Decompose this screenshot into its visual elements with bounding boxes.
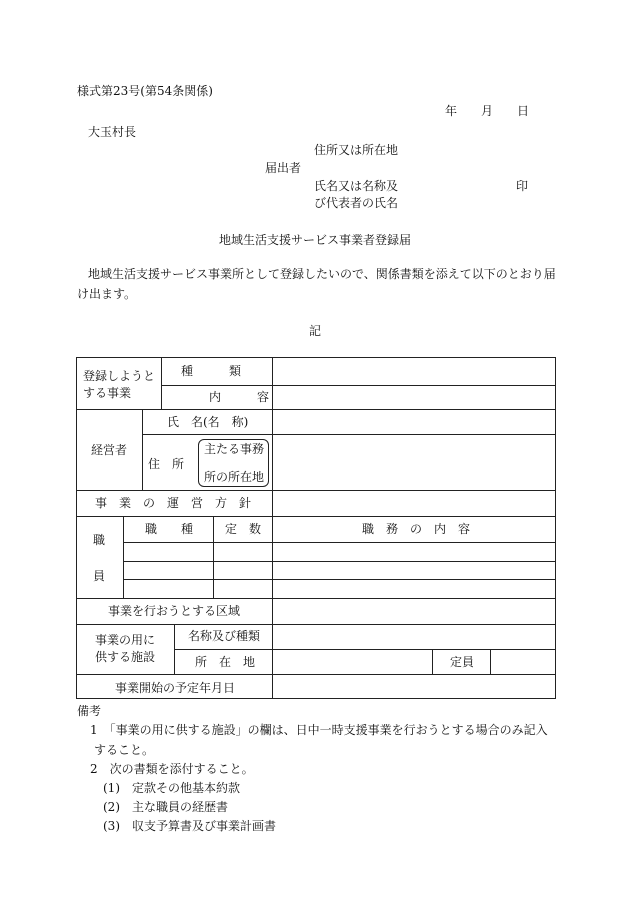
operator-name-label: 氏 名(名 称) xyxy=(167,415,249,429)
capacity-label: 定員 xyxy=(450,655,475,669)
policy-label: 事 業 の 運 営 方 針 xyxy=(95,496,252,510)
note-1-line2: すること。 xyxy=(94,743,155,757)
business-label-line2: する事業 xyxy=(83,386,132,400)
staff-label-line2: 員 xyxy=(93,569,106,583)
ki-marker: 記 xyxy=(308,324,321,338)
duties-header: 職 務 の 内 容 xyxy=(362,522,471,536)
applicant-label: 届出者 xyxy=(265,161,302,175)
date-month: 月 xyxy=(481,104,494,118)
area-label: 事業を行おうとする区域 xyxy=(108,604,241,618)
job-type-header: 職 種 xyxy=(145,522,194,536)
business-label-line1: 登録しようと xyxy=(83,369,156,383)
facility-label-line1: 事業の用に xyxy=(95,633,156,647)
attachment-item-1: (1) 定款その他基本約款 xyxy=(103,781,240,795)
facility-name-label: 名称及び種類 xyxy=(188,629,261,643)
attachment-item-3: (3) 収支予算書及び事業計画書 xyxy=(103,819,276,833)
notes-heading: 備考 xyxy=(77,704,102,718)
content-label: 内 容 xyxy=(209,390,270,404)
seal-mark: 印 xyxy=(516,179,529,193)
date-year: 年 xyxy=(445,104,458,118)
addressee: 大玉村長 xyxy=(88,125,137,139)
note-1-line1: 1 「事業の用に供する施設」の欄は、日中一時支援事業を行おうとする場合のみ記入 xyxy=(90,723,548,737)
date-day: 日 xyxy=(517,104,530,118)
main-office-line2: 所の所在地 xyxy=(204,470,265,484)
operator-address-label: 住 所 xyxy=(148,457,185,471)
date-line xyxy=(445,103,529,119)
body-text-line2: け出ます。 xyxy=(77,287,137,301)
form-number: 様式第23号(第54条関係) xyxy=(77,84,213,98)
address-label: 住所又は所在地 xyxy=(314,143,399,157)
body-text-line1: 地域生活支援サービス事業所として登録したいので、関係書類を添えて以下のとおり届 xyxy=(88,267,556,281)
kind-label: 種 類 xyxy=(181,364,242,378)
registration-table xyxy=(76,357,556,699)
name-label-line1: 氏名又は名称及 xyxy=(314,179,399,193)
attachment-item-2: (2) 主な職員の経歴書 xyxy=(103,800,228,814)
facility-label-line2: 供する施設 xyxy=(95,650,156,664)
name-label-line2: び代表者の氏名 xyxy=(314,196,399,210)
main-office-line1: 主たる事務 xyxy=(204,442,265,456)
document-title: 地域生活支援サービス事業者登録届 xyxy=(218,233,411,247)
quota-header: 定 数 xyxy=(225,522,262,536)
facility-location-label: 所 在 地 xyxy=(195,655,256,669)
operator-label: 経営者 xyxy=(91,443,128,457)
staff-label-line1: 職 xyxy=(93,533,106,547)
start-date-label: 事業開始の予定年月日 xyxy=(115,681,236,695)
note-2: 2 次の書類を添付すること。 xyxy=(90,762,254,776)
